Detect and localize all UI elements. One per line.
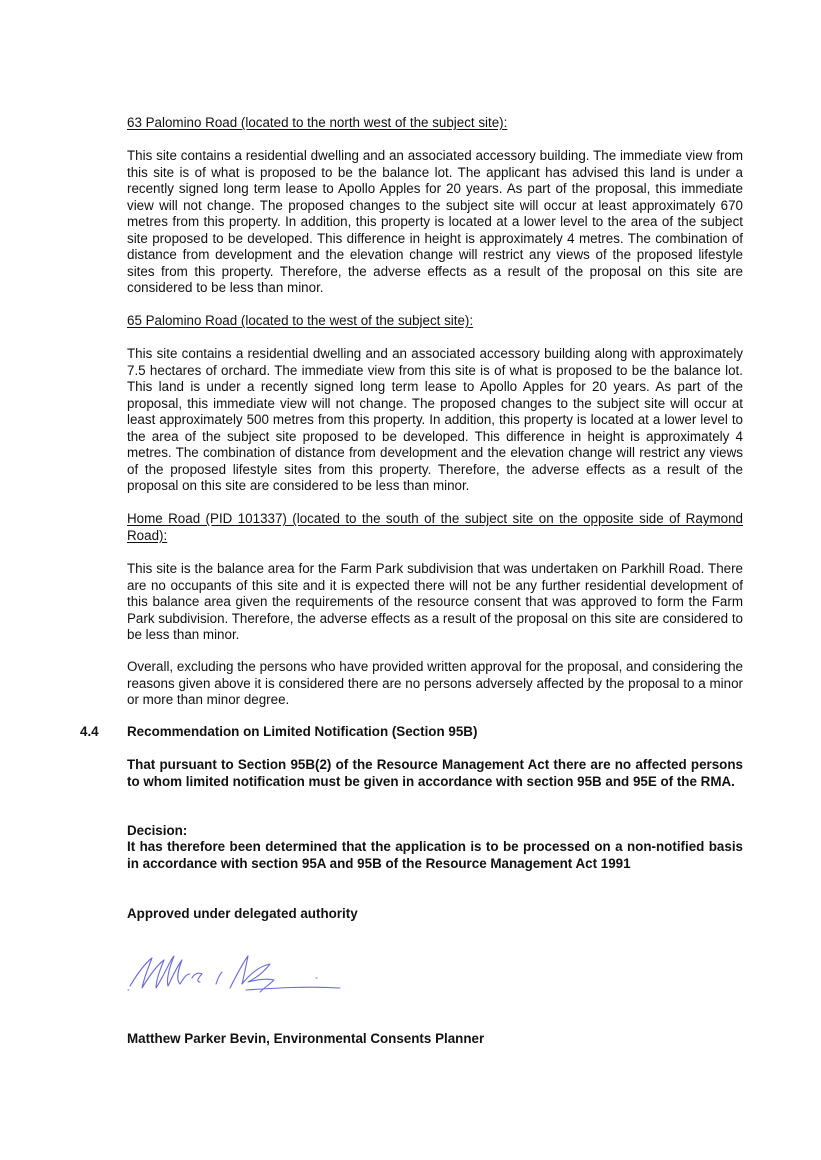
section-body-home-road: This site is the balance area for the Farm Park subdivision that was undertaken on Parkhill Road. There are no occupants of this site and it is expected there will not be any further residential development of this balance area given the requirements of the resource consent that was approved to form the Farm Park subdivision. Therefore, the adverse effects as a result of the proposal on this site are considered to be less than minor. (127, 561, 743, 642)
section-heading-home-road: Home Road (PID 101337) (located to the south of the subject site on the opposite side of Raymond Road): (127, 511, 743, 543)
handwritten-signature (126, 948, 346, 1008)
overall-paragraph: Overall, excluding the persons who have provided written approval for the proposal, and considering the reasons given above it is considered there are no persons adversely affected by the proposal to a minor or more than minor degree. (127, 659, 743, 707)
decision-text: It has therefore been determined that the application is to be processed on a non-notified basis in accordance with section 95A and 95B of the Resource Management Act 1991 (127, 839, 743, 871)
approval-text: Approved under delegated authority (127, 906, 358, 921)
signatory-name: Matthew Parker Bevin, Environmental Consents Planner (127, 1031, 485, 1046)
section-number: 4.4 (80, 724, 99, 739)
section-heading-63-palomino: 63 Palomino Road (located to the north west of the subject site): (127, 115, 508, 130)
recommendation-title: Recommendation on Limited Notification (Section 95B) (127, 724, 478, 739)
section-body-65-palomino: This site contains a residential dwelling and an associated accessory building along with approximately 7.5 hectares of orchard. The immediate view from this site is of what is proposed to be the balance lot. This land is under a recently signed long term lease to Apollo Apples for 20 years. As part of the proposal, this immediate view will not change. The proposed changes to the subject site will occur at least approximately 500 metres from this property. In addition, this property is located at a lower level to the area of the subject site proposed to be developed. This difference in height is approximately 4 metres. The combination of distance from development and the elevation change will restrict any views of the proposed lifestyle sites from this property. Therefore, the adverse effects as a result of the proposal on this site are considered to be less than minor. (127, 346, 743, 493)
section-heading-65-palomino: 65 Palomino Road (located to the west of the subject site): (127, 313, 474, 328)
decision-label: Decision: (127, 823, 188, 838)
section-body-63-palomino: This site contains a residential dwelling and an associated accessory building. The immediate view from this site is of what is proposed to be the balance lot. The applicant has advised this land is under a recently signed long term lease to Apollo Apples for 20 years. As part of the proposal, this immediate view will not change. The proposed changes to the subject site will occur at least approximately 670 metres from this property. In addition, this property is located at a lower level to the area of the subject site proposed to be developed. This difference in height is approximately 4 metres. The combination of distance from development and the elevation change will restrict any views of the proposed lifestyle sites from this property. Therefore, the adverse effects as a result of the proposal on this site are considered to be less than minor. (127, 148, 743, 295)
recommendation-statement: That pursuant to Section 95B(2) of the Resource Management Act there are no affected persons to whom limited notification must be given in accordance with section 95B and 95E of the RMA. (127, 757, 743, 789)
